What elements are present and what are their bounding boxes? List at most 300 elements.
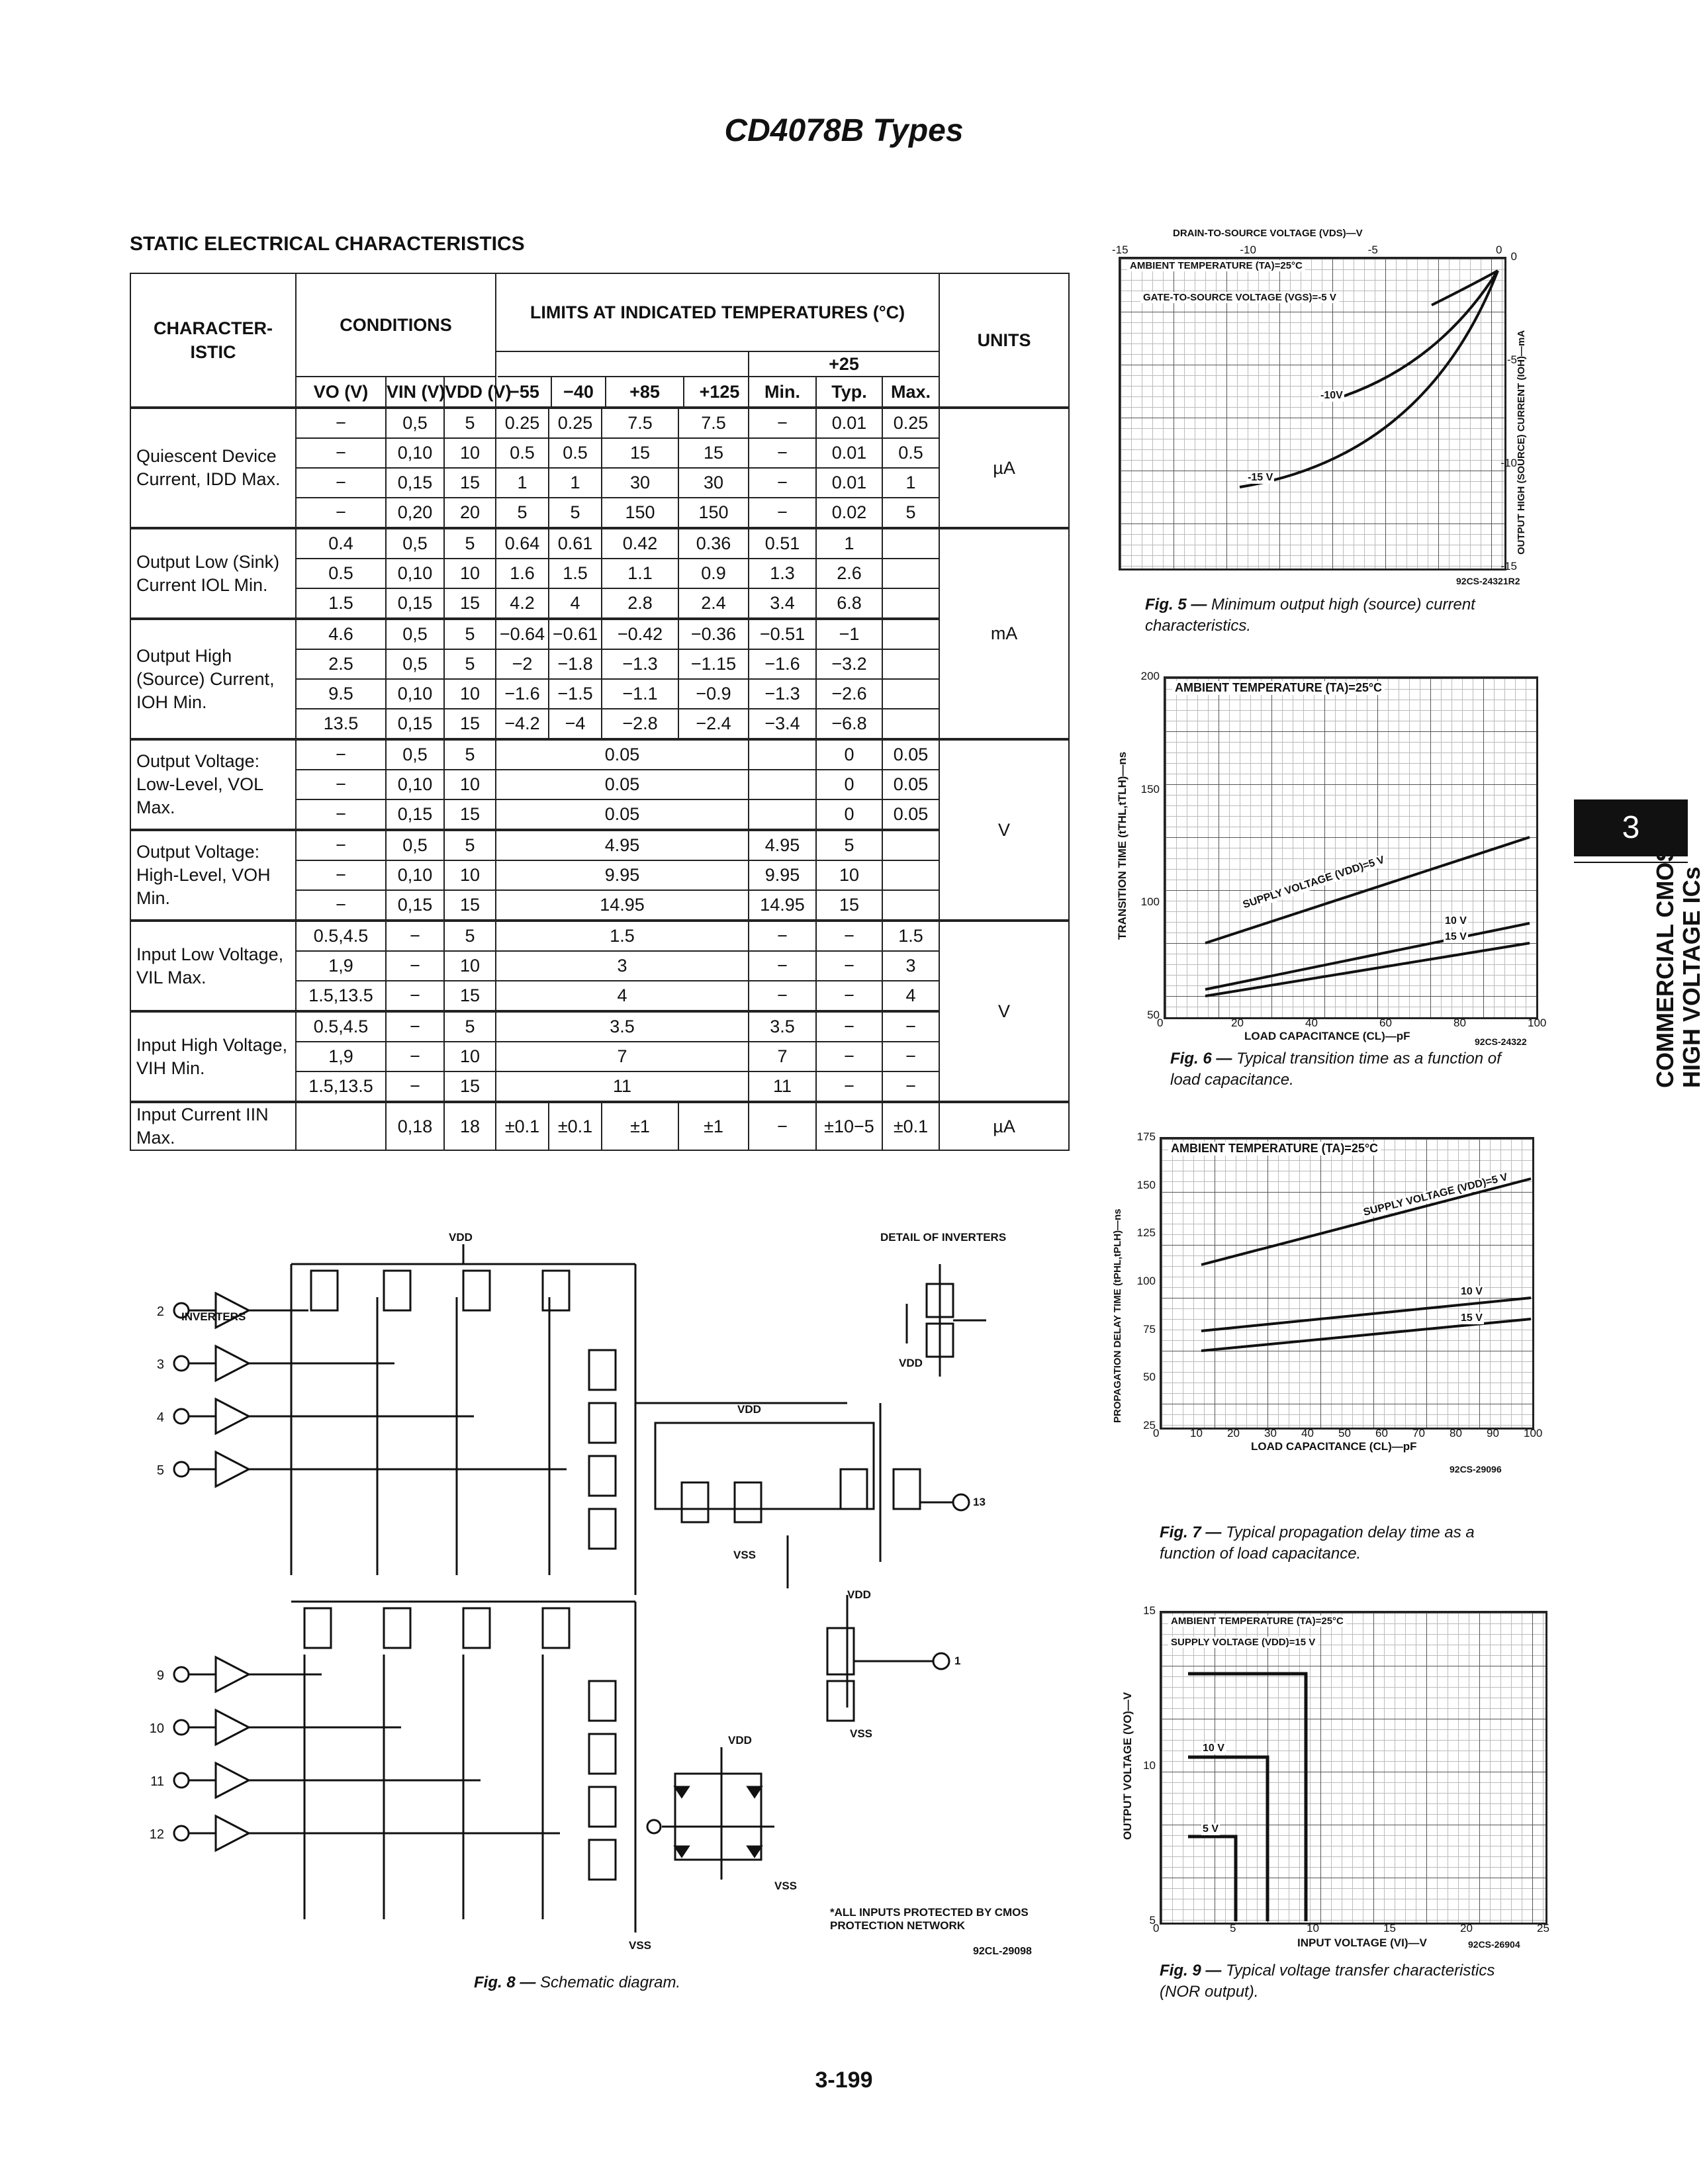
- axis-tick: 100: [1136, 1275, 1156, 1287]
- fig9-curve-10v: [1188, 1757, 1267, 1921]
- table-cell: 5: [444, 619, 496, 649]
- table-cell: 7.5: [602, 408, 678, 438]
- table-cell: −0.36: [678, 619, 749, 649]
- table-cell: 1.5: [296, 588, 386, 619]
- table-cell: 2.8: [602, 588, 678, 619]
- table-cell: ±1: [678, 1102, 749, 1150]
- fig5-right-axis-label: OUTPUT HIGH (SOURCE) CURRENT (IOH)—mA: [1516, 330, 1527, 555]
- axis-tick: 80: [1450, 1427, 1462, 1439]
- table-cell: 0,5: [386, 408, 444, 438]
- table-cell: 0,15: [386, 799, 444, 830]
- page-number: 3-199: [815, 2068, 873, 2093]
- table-cell: ±0.1: [496, 1102, 549, 1150]
- axis-tick: 100: [1524, 1427, 1543, 1439]
- fig5-caption: [1145, 594, 1489, 637]
- table-row: [130, 528, 1069, 559]
- table-cell: 5: [882, 498, 939, 528]
- fig8-inverter: [216, 1710, 249, 1745]
- table-cell: −0.51: [749, 619, 816, 649]
- axis-tick: 75: [1143, 1322, 1156, 1336]
- table-cell: 0.9: [678, 559, 749, 588]
- fig8-caption-text: Schematic diagram.: [540, 1974, 681, 1991]
- axis-tick: 0: [1153, 1922, 1160, 1934]
- fig8-caption-num: Fig. 8 —: [474, 1974, 536, 1991]
- axis-tick: 0: [1157, 1017, 1164, 1029]
- table-cell: 0,10: [386, 770, 444, 799]
- table-cell: −: [882, 1042, 939, 1071]
- table-row: [130, 830, 1069, 860]
- table-cell: 0,5: [386, 649, 444, 679]
- table-cell: 0,5: [386, 739, 444, 770]
- fig8-inverter: [216, 1452, 249, 1486]
- table-cell: 4.95: [496, 830, 749, 860]
- fig6-y-label: TRANSITION TIME (tTHL,tTLH)—ns: [1116, 751, 1129, 940]
- axis-tick: 200: [1140, 670, 1160, 682]
- fig6-y-ticks: [1125, 670, 1162, 1021]
- axis-tick: -10: [1240, 244, 1256, 256]
- th-max: Max.: [882, 377, 939, 408]
- fig7-x-ticks: [1153, 1427, 1543, 1440]
- table-cell: 0.01: [816, 468, 882, 498]
- table-cell: 4.6: [296, 619, 386, 649]
- table-cell: 4: [549, 588, 602, 619]
- table-cell: 0,18: [386, 1102, 444, 1150]
- table-cell: 0: [816, 739, 882, 770]
- table-cell: 3.5: [749, 1011, 816, 1042]
- table-cell: 1.3: [749, 559, 816, 588]
- fig9-x-label: INPUT VOLTAGE (VI)—V: [1297, 1936, 1427, 1949]
- table-cell: 13.5: [296, 709, 386, 739]
- table-cell: −: [749, 921, 816, 951]
- table-cell: 7: [749, 1042, 816, 1071]
- table-cell: 10: [444, 679, 496, 709]
- table-cell: 18: [444, 1102, 496, 1150]
- table-cell: 1: [882, 468, 939, 498]
- axis-tick: 10: [1143, 1759, 1156, 1772]
- table-cell: −4: [549, 709, 602, 739]
- table-cell: 5: [816, 830, 882, 860]
- fig5-curve-15v: [1240, 271, 1498, 487]
- table-cell: 5: [496, 498, 549, 528]
- table-cell: 1.1: [602, 559, 678, 588]
- table-cell: 4: [496, 981, 749, 1011]
- fig8-input-label: 4: [156, 1410, 164, 1425]
- table-cell: −6.8: [816, 709, 882, 739]
- fig7-label-5v: SUPPLY VOLTAGE (VDD)=5 V: [1361, 1171, 1510, 1220]
- table-cell: 1.5,13.5: [296, 1071, 386, 1102]
- table-cell: [882, 619, 939, 649]
- table-cell: −: [296, 830, 386, 860]
- table-cell: 0.05: [882, 799, 939, 830]
- table-cell: 0.05: [496, 770, 749, 799]
- table-cell: 5: [444, 921, 496, 951]
- table-row: [130, 408, 1069, 438]
- page-title: CD4078B Types: [724, 113, 964, 148]
- th-vdd: VDD (V): [444, 377, 496, 408]
- table-cell: −2.4: [678, 709, 749, 739]
- table-cell: 2.5: [296, 649, 386, 679]
- fig6-caption: [1170, 1048, 1514, 1091]
- axis-tick: 80: [1453, 1017, 1466, 1029]
- axis-tick: 60: [1379, 1017, 1392, 1029]
- table-row: [130, 1102, 1069, 1150]
- table-cell: [882, 709, 939, 739]
- fig8-input-label: 3: [156, 1357, 164, 1372]
- table-cell: 9.5: [296, 679, 386, 709]
- axis-tick: 0: [1496, 244, 1502, 256]
- table-cell: [882, 559, 939, 588]
- table-cell: 0.01: [816, 438, 882, 468]
- table-cell: 4: [882, 981, 939, 1011]
- axis-tick: 100: [1140, 895, 1160, 909]
- axis-tick: 15: [1383, 1922, 1396, 1934]
- axis-tick: -15: [1112, 244, 1129, 256]
- fig9-header-temp: AMBIENT TEMPERATURE (TA)=25°C: [1168, 1615, 1346, 1627]
- table-cell: 9.95: [749, 860, 816, 890]
- table-row: [130, 1011, 1069, 1042]
- table-row: [130, 619, 1069, 649]
- table-cell: 1.5: [882, 921, 939, 951]
- table-cell: 0.4: [296, 528, 386, 559]
- table-cell: [882, 649, 939, 679]
- table-cell: −: [296, 799, 386, 830]
- axis-tick: 5: [1149, 1914, 1156, 1927]
- table-cell: 0.05: [882, 770, 939, 799]
- th-t25: +25: [749, 351, 939, 377]
- fig8-note: *ALL INPUTS PROTECTED BY CMOS PROTECTION NETWORK: [830, 1906, 1029, 1932]
- fig7-code: 92CS-29096: [1450, 1464, 1502, 1475]
- table-cell: −3.2: [816, 649, 882, 679]
- table-cell: 1.5: [549, 559, 602, 588]
- axis-tick: 50: [1147, 1009, 1160, 1021]
- th-characteristic: CHARACTER- ISTIC: [130, 273, 296, 408]
- table-cell: 0,10: [386, 679, 444, 709]
- fig9-x-ticks: [1153, 1922, 1549, 1935]
- table-cell: 0,15: [386, 588, 444, 619]
- th-t40: −40: [552, 377, 606, 406]
- th-min: Min.: [749, 377, 816, 408]
- section-tab: [1574, 846, 1705, 1096]
- fig8-out1: 1: [954, 1655, 961, 1667]
- th-limits: LIMITS AT INDICATED TEMPERATURES (°C): [496, 273, 939, 351]
- th-conditions: CONDITIONS: [296, 273, 496, 377]
- table-cell: 1: [549, 468, 602, 498]
- fig9-caption-num: Fig. 9 —: [1160, 1962, 1222, 1979]
- axis-tick: 20: [1231, 1017, 1244, 1029]
- axis-tick: 70: [1412, 1427, 1425, 1439]
- table-cell: −1.6: [749, 649, 816, 679]
- table-cell: −: [816, 921, 882, 951]
- table-cell: −1.15: [678, 649, 749, 679]
- table-cell: −: [816, 1042, 882, 1071]
- fig7-label-10v: 10 V: [1461, 1286, 1483, 1297]
- fig6-code: 92CS-24322: [1475, 1036, 1527, 1047]
- table-cell: 15: [816, 890, 882, 921]
- table-cell: [882, 679, 939, 709]
- table-cell: −1.1: [602, 679, 678, 709]
- fig5-code: 92CS-24321R2: [1456, 576, 1520, 586]
- table-cell: −: [386, 1011, 444, 1042]
- axis-tick: -5: [1506, 353, 1517, 366]
- table-cell: −1.3: [602, 649, 678, 679]
- table-cell: −: [816, 951, 882, 981]
- fig6-caption-num: Fig. 6 —: [1170, 1050, 1232, 1068]
- section-tab-line1: COMMERCIAL CMOS: [1651, 846, 1679, 1088]
- table-cell: −: [882, 1071, 939, 1102]
- section-tab-number: 3: [1574, 799, 1688, 856]
- fig8-inverters-label: INVERTERS: [181, 1310, 246, 1323]
- fig8-input-terminal: [174, 1667, 189, 1682]
- fig6-plot: [1164, 676, 1538, 1019]
- table-cell: −: [296, 739, 386, 770]
- table-cell: 0,15: [386, 890, 444, 921]
- table-cell: −: [749, 408, 816, 438]
- table-cell: 0.5: [296, 559, 386, 588]
- row-characteristic: Input High Voltage, VIH Min.: [130, 1011, 296, 1102]
- th-units: UNITS: [939, 273, 1069, 408]
- fig5-curve-5v: [1432, 271, 1498, 305]
- table-cell: −0.9: [678, 679, 749, 709]
- table-cell: −: [749, 438, 816, 468]
- table-cell: 150: [678, 498, 749, 528]
- table-cell: 14.95: [749, 890, 816, 921]
- fig8-inverter: [216, 1657, 249, 1692]
- table-cell: −: [816, 1071, 882, 1102]
- table-cell: ±10−5: [816, 1102, 882, 1150]
- table-cell: 0.61: [549, 528, 602, 559]
- th-vin: VIN (V): [386, 377, 444, 408]
- table-cell: 0: [816, 799, 882, 830]
- table-cell: −3.4: [749, 709, 816, 739]
- fig9-curves: [1162, 1613, 1545, 1923]
- table-cell: −2.6: [816, 679, 882, 709]
- fig5-caption-text: Minimum output high (source) current characteristics.: [1145, 596, 1475, 635]
- table-cell: ±0.1: [882, 1102, 939, 1150]
- table-cell: 0.5,4.5: [296, 921, 386, 951]
- table-cell: 0.05: [496, 739, 749, 770]
- fig8-input-label: 10: [149, 1721, 164, 1736]
- table-cell: −: [749, 1102, 816, 1150]
- table-cell: 30: [602, 468, 678, 498]
- fig8-input-terminal: [174, 1773, 189, 1788]
- table-cell: [882, 588, 939, 619]
- table-cell: 20: [444, 498, 496, 528]
- fig8-input-terminal: [174, 1826, 189, 1841]
- table-cell: 10: [444, 770, 496, 799]
- table-cell: [296, 1102, 386, 1150]
- table-cell: −: [816, 1011, 882, 1042]
- table-cell: 5: [444, 649, 496, 679]
- table-cell: −1.3: [749, 679, 816, 709]
- fig5-caption-num: Fig. 5 —: [1145, 596, 1207, 614]
- table-cell: 0.25: [496, 408, 549, 438]
- fig5-curve-10v: [1339, 271, 1498, 398]
- table-cell: 11: [749, 1071, 816, 1102]
- table-cell: 1.5,13.5: [296, 981, 386, 1011]
- table-cell: −1.6: [496, 679, 549, 709]
- table-cell: ±1: [602, 1102, 678, 1150]
- fig8-input-label: 12: [149, 1827, 164, 1842]
- fig9-caption: [1160, 1960, 1530, 2003]
- table-cell: 0.05: [496, 799, 749, 830]
- row-characteristic: Output High (Source) Current, IOH Min.: [130, 619, 296, 739]
- fig8-inverter: [216, 1346, 249, 1381]
- fig8-vdd-prot: VDD: [728, 1734, 752, 1747]
- fig9-label-10v: 10 V: [1203, 1743, 1224, 1754]
- fig8-vss-right: VSS: [850, 1727, 873, 1740]
- fig7-curve-5v: [1201, 1179, 1531, 1265]
- fig8-input-terminal: [174, 1409, 189, 1424]
- table-cell: 15: [444, 890, 496, 921]
- fig7-caption-text: Typical propagation delay time as a function of load capacitance.: [1160, 1524, 1475, 1563]
- fig5-label-10v: -10V: [1320, 390, 1343, 401]
- axis-tick: 20: [1460, 1922, 1473, 1934]
- table-cell: 4.95: [749, 830, 816, 860]
- row-unit: µA: [939, 1102, 1069, 1150]
- table-cell: −: [386, 951, 444, 981]
- axis-tick: 20: [1227, 1427, 1240, 1439]
- table-cell: −: [749, 468, 816, 498]
- table-cell: [882, 890, 939, 921]
- table-cell: −2.8: [602, 709, 678, 739]
- fig7-plot: [1160, 1137, 1534, 1430]
- table-cell: 0,10: [386, 438, 444, 468]
- table-cell: −1: [816, 619, 882, 649]
- table-cell: 1.6: [496, 559, 549, 588]
- axis-tick: 5: [1230, 1922, 1236, 1934]
- table-cell: 9.95: [496, 860, 749, 890]
- table-cell: 15: [444, 468, 496, 498]
- fig8-vdd-right: VDD: [847, 1588, 871, 1601]
- axis-tick: -15: [1500, 560, 1517, 572]
- table-cell: 2.4: [678, 588, 749, 619]
- axis-tick: 0: [1510, 250, 1517, 263]
- fig8-code: 92CL-29098: [973, 1946, 1032, 1957]
- table-cell: −2: [496, 649, 549, 679]
- axis-tick: 25: [1143, 1419, 1156, 1432]
- table-cell: −: [749, 498, 816, 528]
- fig9-label-5v: 5 V: [1203, 1823, 1219, 1835]
- table-cell: 0,5: [386, 830, 444, 860]
- table-cell: 5: [444, 739, 496, 770]
- table-cell: 3.5: [496, 1011, 749, 1042]
- fig8-vss-mid: VSS: [733, 1549, 757, 1561]
- table-cell: 4.2: [496, 588, 549, 619]
- table-cell: 0.42: [602, 528, 678, 559]
- fig6-x-ticks: [1157, 1017, 1547, 1030]
- section-tab-line2: HIGH VOLTAGE ICs: [1678, 866, 1705, 1088]
- axis-tick: 40: [1301, 1427, 1314, 1439]
- table-cell: 0.51: [749, 528, 816, 559]
- row-characteristic: Output Voltage: High-Level, VOH Min.: [130, 830, 296, 921]
- table-cell: 5: [549, 498, 602, 528]
- fig9-code: 92CS-26904: [1468, 1939, 1520, 1950]
- fig8-vdd-mid: VDD: [737, 1403, 761, 1416]
- axis-tick: 150: [1136, 1178, 1156, 1191]
- fig5-curves: [1121, 259, 1504, 569]
- table-cell: 0.64: [496, 528, 549, 559]
- table-cell: −: [386, 981, 444, 1011]
- table-cell: 3.4: [749, 588, 816, 619]
- fig6-curve-5v: [1205, 837, 1530, 943]
- fig8-schematic: [149, 1205, 1092, 1979]
- table-cell: 1: [496, 468, 549, 498]
- fig8-caption: [474, 1972, 871, 1993]
- fig5-top-axis-label: DRAIN-TO-SOURCE VOLTAGE (VDS)—V: [1173, 228, 1363, 239]
- table-cell: 5: [444, 830, 496, 860]
- table-cell: −: [386, 1042, 444, 1071]
- axis-tick: 30: [1264, 1427, 1277, 1439]
- table-cell: 0.25: [549, 408, 602, 438]
- fig5-header-vgs: GATE-TO-SOURCE VOLTAGE (VGS)=-5 V: [1140, 292, 1339, 303]
- table-cell: 15: [602, 438, 678, 468]
- table-cell: 0.02: [816, 498, 882, 528]
- fig8-vdd-detail: VDD: [899, 1357, 923, 1369]
- fig7-header: AMBIENT TEMPERATURE (TA)=25°C: [1168, 1142, 1381, 1156]
- fig5-label-15v: -15 V: [1248, 472, 1273, 483]
- table-cell: [749, 739, 816, 770]
- fig6-label-15v: 15 V: [1445, 931, 1467, 942]
- axis-tick: 25: [1537, 1922, 1549, 1934]
- table-cell: 30: [678, 468, 749, 498]
- table-cell: −0.42: [602, 619, 678, 649]
- table-cell: −: [749, 981, 816, 1011]
- th-t125: +125: [699, 382, 740, 402]
- table-cell: 15: [444, 981, 496, 1011]
- table-cell: 14.95: [496, 890, 749, 921]
- table-row: [130, 739, 1069, 770]
- fig8-input-label: 5: [156, 1463, 164, 1478]
- table-cell: 0,10: [386, 559, 444, 588]
- table-cell: 1,9: [296, 951, 386, 981]
- fig7-x-label: LOAD CAPACITANCE (CL)—pF: [1251, 1440, 1417, 1453]
- section-title: STATIC ELECTRICAL CHARACTERISTICS: [130, 233, 525, 255]
- table-cell: 0.05: [882, 739, 939, 770]
- table-body: [130, 408, 1069, 1150]
- row-unit: µA: [939, 408, 1069, 528]
- fig9-curve-15v: [1188, 1674, 1306, 1921]
- table-cell: 15: [444, 588, 496, 619]
- table-cell: 3: [882, 951, 939, 981]
- axis-tick: 10: [1190, 1427, 1203, 1439]
- table-cell: −: [296, 468, 386, 498]
- fig8-input-terminal: [174, 1356, 189, 1371]
- table-cell: 0,15: [386, 709, 444, 739]
- table-cell: 0.36: [678, 528, 749, 559]
- table-cell: 6.8: [816, 588, 882, 619]
- table-cell: 1: [816, 528, 882, 559]
- axis-tick: 90: [1487, 1427, 1499, 1439]
- fig9-y-ticks: [1133, 1604, 1158, 1927]
- fig8-out13: 13: [973, 1496, 986, 1508]
- row-unit: mA: [939, 528, 1069, 739]
- row-unit: V: [939, 739, 1069, 921]
- table-cell: −: [296, 890, 386, 921]
- table-cell: 15: [444, 799, 496, 830]
- fig6-curve-10v: [1205, 923, 1530, 989]
- table-cell: −: [296, 860, 386, 890]
- table-cell: 0.5: [882, 438, 939, 468]
- row-unit: V: [939, 921, 1069, 1102]
- fig8-input-label: 2: [156, 1304, 164, 1319]
- axis-tick: -5: [1367, 244, 1378, 256]
- table-cell: [882, 528, 939, 559]
- axis-tick: -10: [1500, 456, 1517, 469]
- table-cell: −0.61: [549, 619, 602, 649]
- table-cell: 0.01: [816, 408, 882, 438]
- table-cell: 2.6: [816, 559, 882, 588]
- row-characteristic: Quiescent Device Current, IDD Max.: [130, 408, 296, 528]
